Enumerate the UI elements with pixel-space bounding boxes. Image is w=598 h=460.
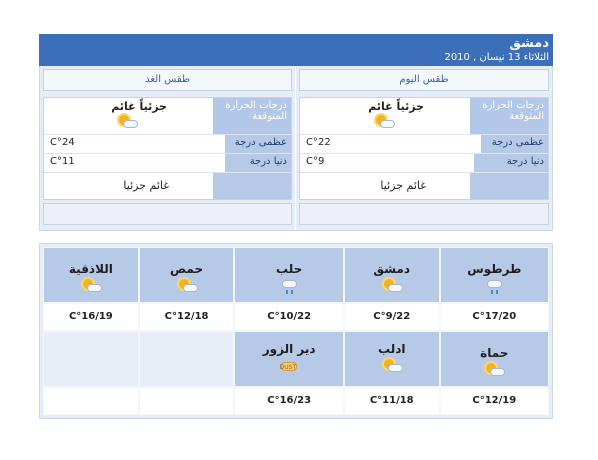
city-temp: C°10/22 — [234, 303, 343, 331]
city-name: ادلب — [377, 342, 406, 356]
city-name: اللاذقية — [68, 262, 113, 276]
dust-icon: DUST — [279, 364, 297, 371]
tab-tomorrow[interactable]: طقس الغد — [43, 69, 292, 91]
city-name: دير الزور — [262, 342, 316, 356]
partly-cloudy-icon — [79, 278, 103, 296]
city-cell[interactable] — [139, 247, 235, 303]
city-temp: C°16/23 — [234, 387, 343, 415]
partly-cloudy-icon — [380, 278, 404, 296]
expected-temps-label: درجات الحرارة المتوقعة — [213, 98, 291, 134]
city-name: حمص — [170, 262, 204, 276]
city-cell[interactable] — [344, 331, 440, 387]
max-temp-label: عظمى درجة — [481, 135, 548, 153]
header-date: الثلاثاء 13 نيسان , 2010 — [444, 52, 549, 63]
min-temp-label: دنيا درجة — [225, 154, 291, 172]
weather-widget — [39, 34, 553, 419]
partly-cloudy-icon — [372, 115, 396, 129]
tomorrow-min-temp: C°11 — [44, 154, 225, 172]
city-cell[interactable] — [344, 247, 440, 303]
partly-cloudy-icon — [482, 362, 506, 380]
today-min-temp: C°9 — [300, 154, 474, 172]
city-name: طرطوس — [467, 262, 522, 276]
empty-cell — [43, 387, 139, 415]
partly-cloudy-icon — [380, 358, 404, 376]
forecast-panels — [39, 66, 553, 231]
tomorrow-panel — [40, 66, 296, 230]
city-temp: C°16/19 — [43, 303, 139, 331]
tomorrow-condition-text: جزئياً غائم — [111, 100, 167, 113]
rain-cloud-icon — [482, 278, 506, 296]
desc-label-blank — [213, 173, 291, 199]
tab-today[interactable]: طقس اليوم — [299, 69, 549, 91]
today-max-temp: C°22 — [300, 135, 481, 153]
city-name: دمشق — [373, 262, 411, 276]
rain-cloud-icon — [277, 278, 301, 296]
tomorrow-condition — [44, 98, 213, 134]
city-cell[interactable] — [440, 247, 549, 303]
tomorrow-max-temp: C°24 — [44, 135, 225, 153]
city-cell[interactable] — [234, 331, 343, 387]
empty-cell — [139, 331, 235, 387]
partly-cloudy-icon — [175, 278, 199, 296]
city-temp: C°17/20 — [440, 303, 549, 331]
header-city: دمشق — [509, 36, 549, 51]
header-bar — [39, 34, 553, 66]
city-cell[interactable] — [440, 331, 549, 387]
tomorrow-blank-row — [43, 203, 292, 225]
max-temp-label: عظمى درجة — [225, 135, 291, 153]
expected-temps-label: درجات الحرارة المتوقعة — [470, 98, 548, 134]
empty-cell — [139, 387, 235, 415]
city-cell[interactable] — [43, 247, 139, 303]
tomorrow-description: غائم جزئيا — [44, 173, 213, 199]
city-name: حماة — [480, 346, 509, 360]
today-condition-text: جزئياً غائم — [368, 100, 424, 113]
desc-label-blank — [470, 173, 548, 199]
today-blank-row — [299, 203, 549, 225]
tomorrow-details — [43, 97, 292, 200]
cities-grid — [39, 243, 553, 419]
today-details — [299, 97, 549, 200]
min-temp-label: دنيا درجة — [474, 154, 548, 172]
city-temp: C°9/22 — [344, 303, 440, 331]
today-panel — [296, 66, 552, 230]
partly-cloudy-icon — [115, 115, 139, 129]
empty-cell — [43, 331, 139, 387]
city-temp: C°12/19 — [440, 387, 549, 415]
city-temp: C°12/18 — [139, 303, 235, 331]
city-cell[interactable] — [234, 247, 343, 303]
today-description: غائم جزئيا — [300, 173, 470, 199]
city-temp: C°11/18 — [344, 387, 440, 415]
city-name: حلب — [276, 262, 303, 276]
today-condition — [300, 98, 470, 134]
